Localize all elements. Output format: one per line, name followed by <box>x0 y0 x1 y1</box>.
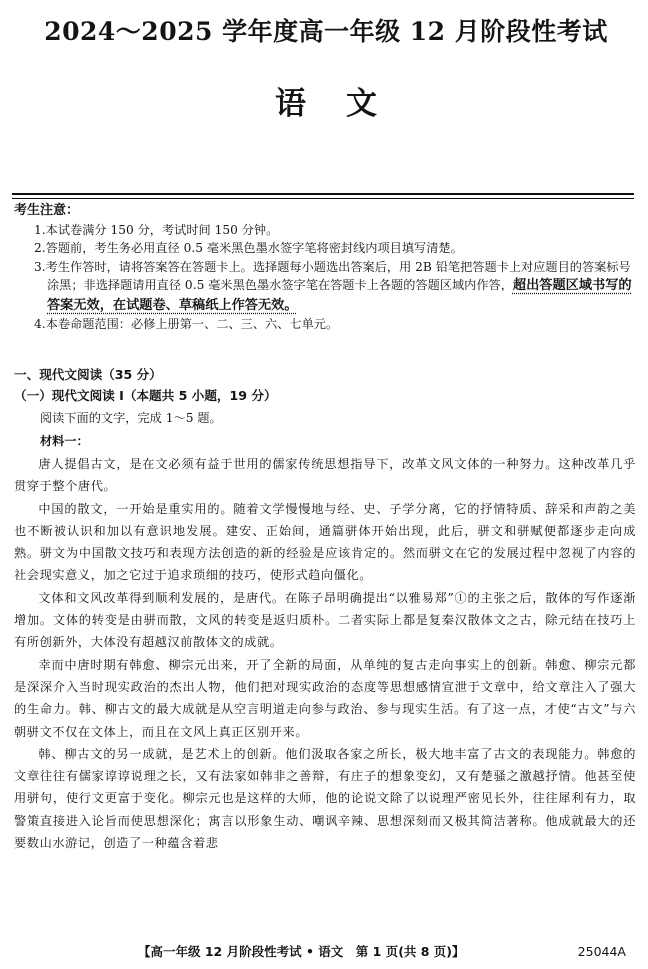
notice-heading: 考生注意： <box>14 203 80 218</box>
header-divider-thin <box>12 198 634 199</box>
notice-item-3-emphasis: 超出答题区域书写的答案无效，在试题卷、草稿纸上作答无效。 <box>47 278 632 313</box>
passage-paragraph: 韩、柳古文的另一成就，是艺术上的创新。他们汲取各家之所长，极大地丰富了古文的表现能力。韩愈的文章往往有儒家谆谆说理之长，又有法家如韩非之善辩，有庄子的想象变幻，又有楚骚之激越抒情。他甚至使用骈句，使行文更富于变化。柳宗元也是这样的大师，他的论说文除了以说理严密见长外，往往犀利有力，取警策直接进入论旨而使思想深化；寓言以形象生动、嘲讽辛辣、思想深刻而又极其简洁著称。他成就最大的还要数山水游记，创造了一种蕴含着悲 <box>14 746 636 851</box>
reading-instruction: 阅读下面的文字，完成 1～5 题。 <box>40 411 222 425</box>
footer-page-info: 【高一年级 12 月阶段性考试 • 语文 第 1 页(共 8 页)】 <box>138 944 465 959</box>
exam-title: 2024～2025 学年度高一年级 12 月阶段性考试 <box>44 17 608 46</box>
subsection-title: （一）现代文阅读 Ⅰ（本题共 5 小题，19 分） <box>14 388 277 403</box>
material-label: 材料一： <box>40 434 89 448</box>
notice-item-3-text: 3.考生作答时，请将答案答在答题卡上。选择题每小题选出答案后，用 2B 铅笔把答题卡上对应题目的答案标号涂黑；非选择题请用直径 0.5 毫米黑色墨水签字笔在答题卡上各题的答题区域内作答， <box>34 259 631 292</box>
header-divider-thick <box>12 193 634 195</box>
candidate-notice <box>14 202 634 334</box>
reading-section <box>14 364 636 854</box>
section-title: 一、现代文阅读（35 分） <box>14 367 162 382</box>
passage-paragraph: 幸而中唐时期有韩愈、柳宗元出来，开了全新的局面，从单纯的复古走向事实上的创新。韩愈、柳宗元都是深深介入当时现实政治的杰出人物，他们把对现实政治的态度等思想感情宣泄于文章中，给文章注入了强大的生命力。韩、柳古文的最大成就是从空言明道走向参与政治、参与现实生活。有了这一点，才使“古文”与六朝骈文不仅在文体上，而且在文风上真正区别开来。 <box>14 657 636 739</box>
passage-paragraph: 唐人提倡古文，是在文必须有益于世用的儒家传统思想指导下，改革文风文体的一种努力。这种改革几乎贯穿于整个唐代。 <box>14 457 636 494</box>
passage-paragraph: 文体和文风改革得到顺利发展的，是唐代。在陈子昂明确提出“以雅易郑”①的主张之后，散体的写作逐渐增加。文体的转变是由骈而散，文风的转变是返归质朴。二者实际上都是复秦汉散体文之古，除元结在技巧上有所创新外，大体没有超越汉前散体文的成就。 <box>14 590 636 650</box>
subject-title: 语文 <box>275 86 417 122</box>
notice-item-2: 2.答题前，考生务必用直径 0.5 毫米黑色墨水签字笔将密封线内项目填写清楚。 <box>34 241 463 255</box>
notice-item-4: 4.本卷命题范围：必修上册第一、二、三、六、七单元。 <box>34 317 339 331</box>
notice-item-3 <box>14 258 634 316</box>
footer-exam-code: 25044A <box>577 944 626 959</box>
passage-paragraph: 中国的散文，一开始是重实用的。随着文学慢慢地与经、史、子学分离，它的抒情特质、辞采和声韵之美也不断被认识和加以有意识地发展。建安、正始间，通篇骈体开始出现，此后，骈文和骈赋便都逐步走向成熟。骈文为中国散文技巧和表现方法创造的新的经验是应该肯定的。然而骈文在它的发展过程中忽视了内容的社会现实意义，加之它过于追求琐细的技巧，使形式趋向僵化。 <box>14 501 636 583</box>
notice-item-1: 1.本试卷满分 150 分，考试时间 150 分钟。 <box>34 222 279 237</box>
